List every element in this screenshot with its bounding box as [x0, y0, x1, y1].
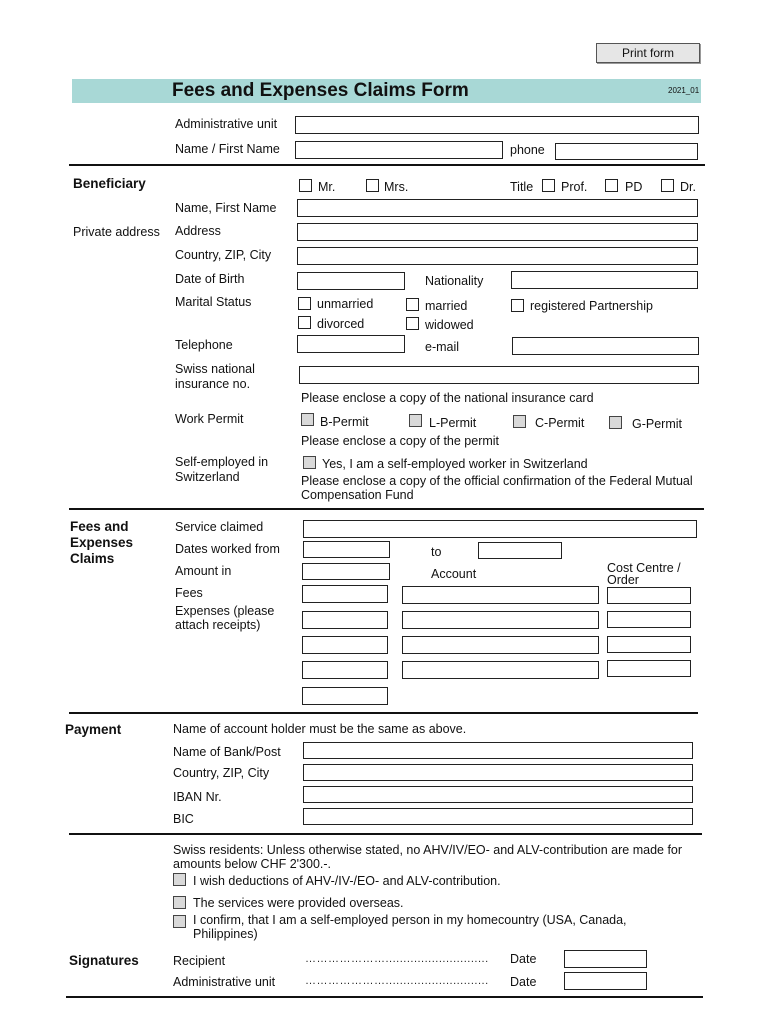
mr-checkbox[interactable]: [299, 179, 312, 192]
c-permit-label: C-Permit: [535, 416, 585, 430]
account-label: Account: [431, 567, 477, 581]
payment-country-label: Country, ZIP, City: [173, 766, 270, 780]
swiss-insurance-label-1: Swiss national: [175, 362, 255, 376]
bic-input[interactable]: [303, 808, 693, 825]
address-input[interactable]: [297, 223, 698, 241]
bic-label: BIC: [173, 812, 194, 826]
admin-date-label: Date: [510, 975, 537, 989]
admin-date-input[interactable]: [564, 972, 647, 990]
widowed-checkbox[interactable]: [406, 317, 419, 330]
signatures-heading: Signatures: [69, 953, 139, 968]
self-employed-checkbox[interactable]: [303, 456, 316, 469]
insurance-note: Please enclose a copy of the national insurance card: [301, 391, 594, 405]
recipient-signature-line: ………………….............................: [305, 953, 489, 965]
permit-note: Please enclose a copy of the permit: [301, 434, 500, 448]
recipient-date-label: Date: [510, 952, 537, 966]
b-permit-checkbox[interactable]: [301, 413, 314, 426]
deductions-label: I wish deductions of AHV-/IV-/EO- and ALV-contribution.: [193, 874, 501, 888]
admin-unit-input[interactable]: [295, 116, 699, 134]
pd-label: PD: [625, 180, 643, 194]
pd-checkbox[interactable]: [605, 179, 618, 192]
cost-centre-input[interactable]: [607, 636, 691, 653]
divider: [66, 996, 703, 998]
fees-heading-2: Expenses: [70, 535, 134, 550]
service-claimed-label: Service claimed: [175, 520, 264, 534]
cost-centre-label-2: Order: [607, 573, 639, 587]
prof-checkbox[interactable]: [542, 179, 555, 192]
self-employed-note: Please enclose a copy of the official confirmation of the Federal Mutual Compensation Fund: [301, 474, 693, 502]
cost-centre-input[interactable]: [607, 611, 691, 628]
b-permit-label: B-Permit: [320, 415, 369, 429]
self-employed-yes-label: Yes, I am a self-employed worker in Switzerland: [322, 457, 588, 471]
iban-label: IBAN Nr.: [173, 790, 222, 804]
cost-centre-label-1: Cost Centre /: [607, 561, 681, 575]
fees-label: Fees: [175, 586, 203, 600]
expense-amount-input[interactable]: [302, 687, 388, 705]
fees-amount-input[interactable]: [302, 585, 388, 603]
registered-partnership-checkbox[interactable]: [511, 299, 524, 312]
account-input[interactable]: [402, 611, 599, 629]
admin-unit-label: Administrative unit: [175, 117, 278, 131]
telephone-input[interactable]: [297, 335, 405, 353]
amount-in-label: Amount in: [175, 564, 232, 578]
admin-signature-line: ………………….............................: [305, 975, 489, 987]
expense-amount-input[interactable]: [302, 611, 388, 629]
dob-input[interactable]: [297, 272, 405, 290]
fees-heading-1: Fees and: [70, 519, 129, 534]
divider: [69, 164, 705, 166]
beneficiary-name-input[interactable]: [297, 199, 698, 217]
prof-label: Prof.: [561, 180, 588, 194]
cost-centre-input[interactable]: [607, 587, 691, 604]
mrs-label: Mrs.: [384, 180, 409, 194]
beneficiary-name-label: Name, First Name: [175, 201, 277, 215]
work-permit-label: Work Permit: [175, 412, 244, 426]
widowed-label: widowed: [425, 318, 474, 332]
to-label: to: [431, 545, 442, 559]
expenses-label-1: Expenses (please: [175, 604, 275, 618]
divider: [69, 833, 702, 835]
address-label: Address: [175, 224, 221, 238]
cost-centre-input[interactable]: [607, 660, 691, 677]
iban-input[interactable]: [303, 786, 693, 803]
recipient-date-input[interactable]: [564, 950, 647, 968]
telephone-label: Telephone: [175, 338, 233, 352]
dr-checkbox[interactable]: [661, 179, 674, 192]
unmarried-label: unmarried: [317, 297, 374, 311]
divider: [69, 508, 704, 510]
amount-in-input[interactable]: [302, 563, 390, 580]
registered-partnership-label: registered Partnership: [530, 299, 653, 313]
dr-label: Dr.: [680, 180, 696, 194]
marital-status-label: Marital Status: [175, 295, 252, 309]
expense-amount-input[interactable]: [302, 636, 388, 654]
mr-label: Mr.: [318, 180, 336, 194]
self-employed-home-label: I confirm, that I am a self-employed person in my homecountry (USA, Canada, Philippines): [193, 913, 627, 941]
form-version: 2021_01: [668, 86, 700, 95]
recipient-label: Recipient: [173, 954, 226, 968]
g-permit-checkbox[interactable]: [609, 416, 622, 429]
country-zip-city-label: Country, ZIP, City: [175, 248, 272, 262]
mrs-checkbox[interactable]: [366, 179, 379, 192]
payment-heading: Payment: [65, 722, 122, 737]
fees-heading-3: Claims: [70, 551, 115, 566]
bank-label: Name of Bank/Post: [173, 745, 281, 759]
account-input[interactable]: [402, 636, 599, 654]
married-checkbox[interactable]: [406, 298, 419, 311]
email-input[interactable]: [512, 337, 699, 355]
dates-to-input[interactable]: [478, 542, 562, 559]
name-input[interactable]: [295, 141, 503, 159]
self-employed-label-2: Switzerland: [175, 470, 240, 484]
admin-unit-signature-label: Administrative unit: [173, 975, 276, 989]
email-label: e-mail: [425, 340, 460, 354]
payment-note: Name of account holder must be the same as above.: [173, 722, 467, 736]
form-title: Fees and Expenses Claims Form: [172, 80, 469, 101]
overseas-label: The services were provided overseas.: [193, 896, 404, 910]
nationality-input[interactable]: [511, 271, 698, 289]
phone-label: phone: [510, 143, 545, 157]
overseas-checkbox[interactable]: [173, 896, 186, 909]
dates-from-input[interactable]: [303, 541, 390, 558]
private-address-label: Private address: [73, 225, 160, 239]
swiss-residents-note: Swiss residents: Unless otherwise stated, no AHV/IV/EO- and ALV-contribution are made for amounts below CHF 2'300.-.: [173, 843, 683, 871]
beneficiary-heading: Beneficiary: [73, 176, 146, 191]
country-zip-city-input[interactable]: [297, 247, 698, 265]
account-input[interactable]: [402, 661, 599, 679]
c-permit-checkbox[interactable]: [513, 415, 526, 428]
title-label: Title: [510, 180, 534, 194]
g-permit-label: G-Permit: [632, 417, 682, 431]
married-label: married: [425, 299, 468, 313]
deductions-checkbox[interactable]: [173, 873, 186, 886]
dates-worked-label: Dates worked from: [175, 542, 280, 556]
swiss-insurance-input[interactable]: [299, 366, 699, 384]
self-employed-home-checkbox[interactable]: [173, 915, 186, 928]
bank-input[interactable]: [303, 742, 693, 759]
divorced-checkbox[interactable]: [298, 316, 311, 329]
payment-country-input[interactable]: [303, 764, 693, 781]
service-claimed-input[interactable]: [303, 520, 697, 538]
swiss-insurance-label-2: insurance no.: [175, 377, 251, 391]
account-input[interactable]: [402, 586, 599, 604]
l-permit-checkbox[interactable]: [409, 414, 422, 427]
dob-label: Date of Birth: [175, 272, 245, 286]
l-permit-label: L-Permit: [429, 416, 477, 430]
print-form-button[interactable]: Print form: [596, 43, 700, 63]
divorced-label: divorced: [317, 317, 365, 331]
name-label: Name / First Name: [175, 142, 280, 156]
nationality-label: Nationality: [425, 274, 484, 288]
unmarried-checkbox[interactable]: [298, 297, 311, 310]
self-employed-label-1: Self-employed in: [175, 455, 269, 469]
divider: [69, 712, 698, 714]
phone-input[interactable]: [555, 143, 698, 160]
expenses-label-2: attach receipts): [175, 618, 261, 632]
expense-amount-input[interactable]: [302, 661, 388, 679]
